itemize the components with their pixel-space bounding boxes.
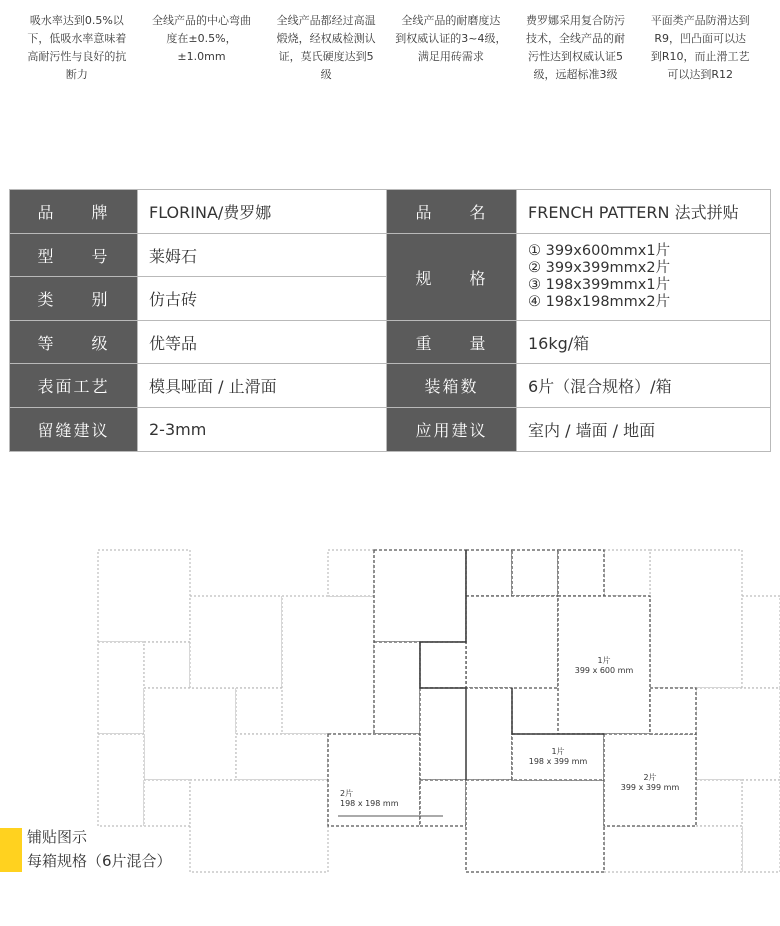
surface-label: 表面工艺 [10,364,138,408]
faded-tile [696,688,780,780]
packing-label: 装箱数 [387,364,517,408]
spec-row-model [10,234,771,277]
layout-legend [0,826,200,872]
faded-tile [696,780,742,826]
size-item: ② 399x399mmx2片 [528,260,671,276]
application-value: 室内 / 墙面 / 地面 [517,408,771,452]
faded-tile [650,550,742,688]
tile-b-size: 198 x 399 mm [528,757,588,766]
feature-slip-resistance: 平面类产品防滑达到 R9，凹凸面可以达 到R10，而止滑工艺 可以达到R12 [650,14,750,81]
spec-row-joint [10,408,771,452]
faded-tile [604,550,650,596]
grade-label: 等 级 [10,321,138,364]
spec-row-surface [10,364,771,408]
tile [374,642,420,734]
spec-table [9,189,771,452]
tile [466,596,558,688]
faded-tile [742,780,780,872]
feature-wear-resistance: 全线产品的耐磨度达 到权威认证的3~4级， 满足用砖需求 [395,14,507,63]
model-value: 莱姆石 [138,234,387,277]
tile [512,550,558,596]
faded-tile [98,642,144,734]
faded-tile [98,734,144,826]
faded-tile [98,550,190,642]
feature-stain-resistance: 费罗娜采用复合防污 技术，全线产品的耐 污性达到权威认证5 级，远超标准3级 [526,14,626,81]
faded-tile [742,596,780,688]
faded-tile [190,780,328,872]
tile [558,550,604,596]
joint-label: 留缝建议 [10,408,138,452]
legend-subtitle: 每箱规格（6片混合） [27,852,172,870]
faded-tile [236,734,328,780]
product-name-label: 品 名 [387,190,517,234]
surface-value: 模具哑面 / 止滑面 [138,364,387,408]
spec-row-brand [10,190,771,234]
tile [374,550,466,642]
size-item: ④ 198x198mmx2片 [528,294,671,310]
size-label: 规 格 [387,234,517,321]
grade-value: 优等品 [138,321,387,364]
packing-value: 6片（混合规格）/箱 [517,364,771,408]
spec-row-grade [10,321,771,364]
tile [650,688,696,734]
tile-c-count: 2片 [643,773,657,782]
faded-tile [144,780,190,826]
legend-title: 铺贴图示 [27,828,88,846]
tile [420,780,466,826]
tile-399x600 [558,596,650,734]
tile-c-size: 399 x 399 mm [620,783,680,792]
tile [420,642,466,688]
faded-tile [144,642,190,688]
feature-water-absorption: 吸水率达到0.5%以 下，低吸水率意味着 高耐污性与良好的抗 断力 [27,14,127,81]
faded-tile [328,550,374,596]
weight-value: 16kg/箱 [517,321,771,364]
product-name-value: FRENCH PATTERN 法式拼贴 [517,190,771,234]
size-item: ③ 198x399mmx1片 [528,277,671,293]
tile [466,550,512,596]
legend-accent-bar [0,828,22,872]
category-label: 类 别 [10,277,138,321]
tile [328,734,420,826]
tile-d-count: 2片 [340,789,354,798]
feature-hardness: 全线产品都经过高温 煅烧，经权威检测认 证，莫氏硬度达到5 级 [276,14,376,81]
weight-label: 重 量 [387,321,517,364]
joint-value: 2-3mm [138,408,387,452]
brand-value: FLORINA/费罗娜 [138,190,387,234]
feature-flatness: 全线产品的中心弯曲 度在±0.5%， ±1.0mm [152,14,251,63]
application-label: 应用建议 [387,408,517,452]
tile [466,780,604,872]
tile-a-count: 1片 [597,656,611,665]
brand-label: 品 牌 [10,190,138,234]
faded-tile [604,826,742,872]
feature-descriptions [16,12,764,84]
tile-b-count: 1片 [551,747,565,756]
tile-d-size: 198 x 198 mm [340,799,399,808]
faded-tile [190,596,282,688]
model-label: 型 号 [10,234,138,277]
tile-a-size: 399 x 600 mm [574,666,634,675]
category-value: 仿古砖 [138,277,387,321]
size-values [517,234,771,321]
faded-tile [282,596,374,734]
size-item: ① 399x600mmx1片 [528,243,671,259]
faded-tile [144,688,236,780]
